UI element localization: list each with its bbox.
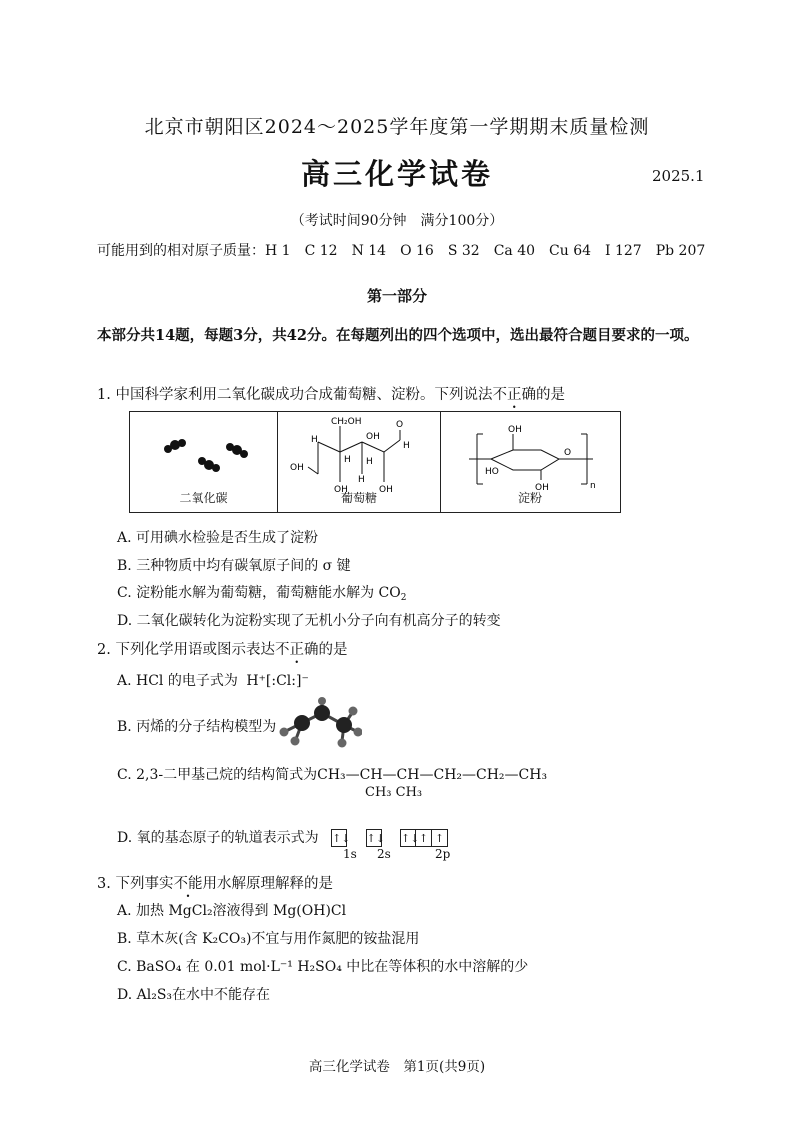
orbital-2s	[366, 829, 385, 847]
propene-ball-stick-model	[272, 697, 362, 749]
caption-co2: 二氧化碳	[179, 491, 228, 505]
q2-emphasis: 不正确	[274, 642, 319, 658]
orbital-box-2p-1: ↑↓	[400, 829, 416, 847]
mass-ca: Ca 40	[493, 243, 536, 259]
q1-emphasis: 不正确	[492, 387, 536, 403]
caption-starch: 淀粉	[517, 491, 542, 505]
q3-emphasis: 不能	[173, 876, 203, 892]
atomic-masses-label: 可能用到的相对原子质量：	[97, 243, 265, 259]
mass-n: N 14	[351, 243, 387, 259]
q2-option-b-text: B. 丙烯的分子结构模型为	[117, 719, 277, 735]
q2-option-c[interactable]: C. 2,3-二甲基己烷的结构简式为CH₃—CH—CH—CH₂—CH₂—CH₃	[117, 767, 548, 783]
q2-option-d[interactable]	[117, 827, 448, 847]
q3-option-d[interactable]: D. Al₂S₃在水中不能存在	[117, 987, 271, 1003]
starch-ho: HO	[485, 467, 499, 477]
q2-stem	[97, 638, 347, 659]
q1-option-c-sub: 2	[400, 593, 407, 603]
q3-option-b[interactable]: B. 草木灰(含 K₂CO₃)不宜与用作氮肥的铵盐混用	[117, 931, 420, 947]
q2-option-a[interactable]	[117, 670, 309, 690]
q2-option-c-branches: CH₃ CH₃	[365, 785, 423, 800]
q3-stem-text: 3. 下列事实	[97, 876, 174, 892]
q2-option-a-text: A. HCl 的电子式为	[117, 673, 238, 689]
mass-h: H 1	[265, 243, 291, 259]
glucose-h3: H	[403, 441, 410, 451]
glucose-ch2oh: CH₂OH	[331, 417, 362, 427]
q1-option-b[interactable]: B. 三种物质中均有碳氧原子间的 σ 键	[117, 558, 351, 574]
orbital-box-1s: ↑↓	[331, 829, 347, 847]
co2-cell	[130, 412, 278, 512]
exam-duration: （考试时间90分钟 满分100分）	[290, 213, 504, 229]
mass-c: C 12	[304, 243, 338, 259]
glucose-structure-image	[278, 412, 440, 494]
mass-i: I 127	[605, 243, 642, 259]
glucose-o: O	[396, 420, 404, 430]
starch-o: O	[564, 448, 572, 458]
glucose-oh3: OH	[334, 485, 348, 494]
orbital-box-2p-2: ↑	[416, 829, 432, 847]
glucose-h1: H	[311, 435, 318, 445]
q1-option-c[interactable]	[117, 582, 407, 603]
glucose-oh1: OH	[366, 432, 380, 442]
glucose-cell	[278, 412, 441, 512]
q2-option-b[interactable]	[117, 716, 276, 736]
q1-option-a[interactable]: A. 可用碘水检验是否生成了淀粉	[117, 530, 319, 546]
glucose-oh2: OH	[290, 463, 304, 473]
mass-o: O 16	[400, 243, 434, 259]
starch-cell	[441, 412, 619, 512]
co2-molecules-image	[130, 412, 276, 492]
mass-pb: Pb 207	[655, 243, 706, 259]
exam-header-title: 北京市朝阳区2024～2025学年度第一学期期末质量检测	[144, 116, 650, 138]
q1-stem-end: 的是	[535, 387, 565, 403]
starch-n: n	[590, 481, 596, 491]
q2-stem-end: 的是	[318, 642, 348, 658]
starch-oh1: OH	[508, 425, 522, 435]
glucose-h2: H	[344, 455, 351, 465]
q1-option-c-text: C. 淀粉能水解为葡萄糖，葡萄糖能水解为 CO	[117, 585, 401, 601]
orbital-1s	[331, 829, 351, 847]
starch-structure-image	[441, 412, 617, 494]
q3-option-c[interactable]: C. BaSO₄ 在 0.01 mol·L⁻¹ H₂SO₄ 中比在等体积的水中溶解的少	[117, 959, 529, 975]
q3-option-a[interactable]: A. 加热 MgCl₂溶液得到 Mg(OH)Cl	[117, 903, 347, 919]
orbital-label-1s: 1s	[343, 847, 357, 861]
glucose-oh4: OH	[379, 485, 393, 494]
q1-stem	[97, 383, 565, 404]
glucose-h4: H	[358, 475, 365, 485]
hcl-electron-formula: H⁺[:Cl:]⁻	[246, 673, 309, 689]
paper-title: 高三化学试卷	[300, 157, 493, 191]
page-footer: 高三化学试卷 第1页(共9页)	[308, 1059, 486, 1075]
q3-stem	[97, 872, 333, 893]
section-intro: 本部分共14题，每题3分，共42分。在每题列出的四个选项中，选出最符合题目要求的一项。	[97, 327, 699, 344]
mass-cu: Cu 64	[549, 243, 592, 259]
q2-stem-text: 2. 下列化学用语或图示表达	[97, 642, 275, 658]
q1-structure-table	[129, 411, 621, 513]
orbital-2p	[400, 829, 448, 847]
q3-stem-end: 用水解原理解释的是	[202, 876, 333, 892]
mass-s: S 32	[447, 243, 480, 259]
caption-glucose: 葡萄糖	[340, 491, 377, 505]
orbital-label-2p: 2p	[435, 847, 451, 861]
q1-option-d[interactable]: D. 二氧化碳转化为淀粉实现了无机小分子向有机高分子的转变	[117, 613, 501, 629]
exam-date: 2025.1	[652, 167, 705, 185]
orbital-box-2s: ↑↓	[366, 829, 382, 847]
atomic-masses	[97, 240, 719, 260]
section-title: 第一部分	[366, 287, 427, 305]
orbital-box-2p-3: ↑	[432, 829, 448, 847]
q1-stem-text: 1. 中国科学家利用二氧化碳成功合成葡萄糖、淀粉。下列说法	[97, 387, 493, 403]
glucose-h5: H	[366, 457, 373, 467]
orbital-label-2s: 2s	[377, 847, 391, 861]
starch-oh2: OH	[535, 483, 549, 493]
q2-option-d-text: D. 氧的基态原子的轨道表示式为	[117, 830, 319, 846]
